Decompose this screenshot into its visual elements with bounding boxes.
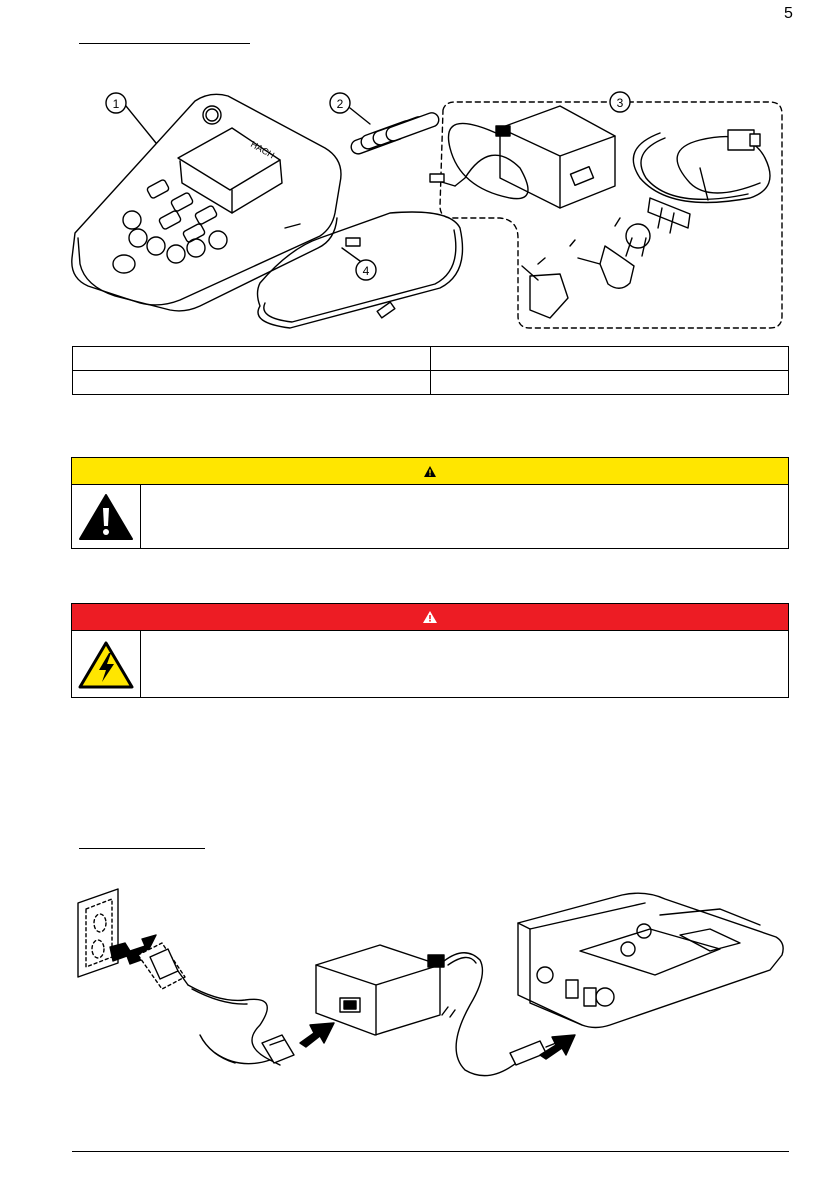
callout-1: 1	[112, 97, 120, 111]
warning-notice-header	[72, 458, 788, 485]
plug-adapters-illustration	[522, 198, 690, 318]
small-warning-icon	[423, 465, 437, 478]
electrical-hazard-icon	[78, 640, 134, 690]
danger-notice-header	[72, 604, 788, 631]
figure-legend-table	[72, 346, 789, 395]
table-row	[73, 347, 789, 371]
arrow-to-adapter	[300, 1023, 334, 1047]
arrow-to-meter	[540, 1035, 575, 1059]
callout-4: 4	[362, 264, 370, 278]
power-adapter-illustration	[430, 106, 615, 208]
meter-back-illustration	[518, 893, 783, 1027]
small-warning-icon-white	[422, 610, 438, 624]
callout-3: 3	[616, 96, 624, 110]
warning-notice	[71, 457, 789, 549]
power-cord-illustration	[633, 130, 770, 203]
table-cell	[73, 371, 431, 395]
power-connection-figure	[70, 885, 790, 1090]
dc-cable	[444, 953, 520, 1076]
danger-text	[141, 631, 788, 698]
table-cell	[431, 371, 789, 395]
meter-brand-label: HACH	[249, 139, 277, 161]
danger-notice	[71, 603, 789, 698]
footer-rule	[72, 1151, 789, 1152]
section-heading-rule	[79, 43, 250, 44]
wall-outlet-illustration	[78, 889, 118, 977]
callout-2: 2	[336, 97, 344, 111]
table-cell	[431, 347, 789, 371]
product-components-figure	[60, 88, 800, 336]
warning-text	[141, 485, 788, 549]
power-adapter-illustration-2	[316, 945, 444, 1035]
section-heading-rule-2	[79, 848, 205, 849]
warning-triangle-icon	[78, 492, 134, 542]
meter-illustration	[72, 94, 341, 311]
table-cell	[73, 347, 431, 371]
page-number: 5	[784, 5, 793, 22]
electrical-icon-cell	[72, 631, 141, 698]
warning-icon-cell	[72, 485, 141, 549]
mains-cable	[188, 985, 280, 1065]
table-row	[73, 371, 789, 395]
